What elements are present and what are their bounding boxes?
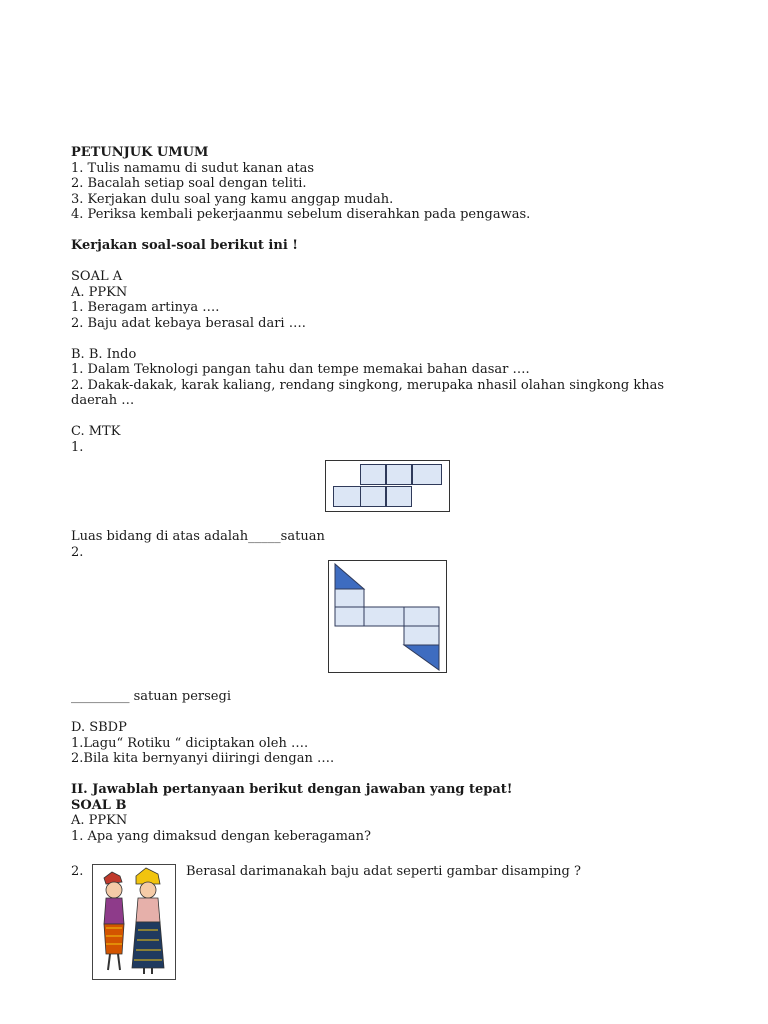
figure-2-shape	[328, 560, 447, 673]
part-two-heading: II. Jawablah pertanyaan berikut dengan jawaban yang tepat!	[71, 782, 513, 797]
indo-title: B. B. Indo	[71, 346, 137, 362]
ppkn-title: A. PPKN	[71, 813, 128, 828]
grid-cell	[386, 464, 412, 485]
lower-section	[71, 689, 711, 844]
instruction-item: 4. Periksa kembali pekerjaanmu sebelum diserahkan pada pengawas.	[71, 207, 531, 222]
grid-cell	[386, 486, 412, 507]
question: 1.Lagu“ Rotiku “ diciptakan oleh ….	[71, 735, 309, 751]
grid-cell	[333, 486, 361, 507]
question: 1. Beragam artinya ….	[71, 300, 220, 315]
task-heading: Kerjakan soal-soal berikut ini !	[71, 238, 298, 253]
question: 1. Apa yang dimaksud dengan keberagaman?	[71, 828, 371, 844]
instruction-item: 3. Kerjakan dulu soal yang kamu anggap mudah.	[71, 191, 394, 207]
question: _________ satuan persegi	[71, 689, 231, 704]
instructions-heading: PETUNJUK UMUM	[71, 145, 209, 160]
grid-cell	[360, 464, 386, 485]
grid-cell	[360, 486, 386, 507]
question: 1. Dalam Teknologi pangan tahu dan tempe memakai bahan dasar ….	[71, 362, 530, 377]
mtk-title: C. MTK	[71, 424, 121, 439]
instruction-item: 1. Tulis namamu di sudut kanan atas	[71, 160, 315, 176]
sbdp-title: D. SBDP	[71, 720, 127, 735]
question: 2. Baju adat kebaya berasal dari ….	[71, 315, 306, 331]
question: 2.Bila kita bernyanyi diiringi dengan ….	[71, 751, 335, 766]
question-number: 1.	[71, 439, 84, 455]
question: Luas bidang di atas adalah_____satuan	[71, 529, 325, 544]
question-number: 2.	[71, 864, 84, 879]
worksheet	[71, 145, 711, 455]
soal-a-title: SOAL A	[71, 269, 123, 284]
question-number: 2.	[71, 545, 84, 560]
ppkn-title: A. PPKN	[71, 284, 128, 300]
grid-cell	[412, 464, 442, 485]
question: Berasal darimanakah baju adat seperti gambar disamping ?	[186, 864, 581, 879]
traditional-clothing-illustration	[92, 864, 176, 980]
question: 2. Dakak-dakak, karak kaliang, rendang singkong, merupaka nhasil olahan singkong khas daerah …	[71, 377, 664, 408]
instruction-item: 2. Bacalah setiap soal dengan teliti.	[71, 176, 307, 191]
soal-b-title: SOAL B	[71, 797, 127, 813]
